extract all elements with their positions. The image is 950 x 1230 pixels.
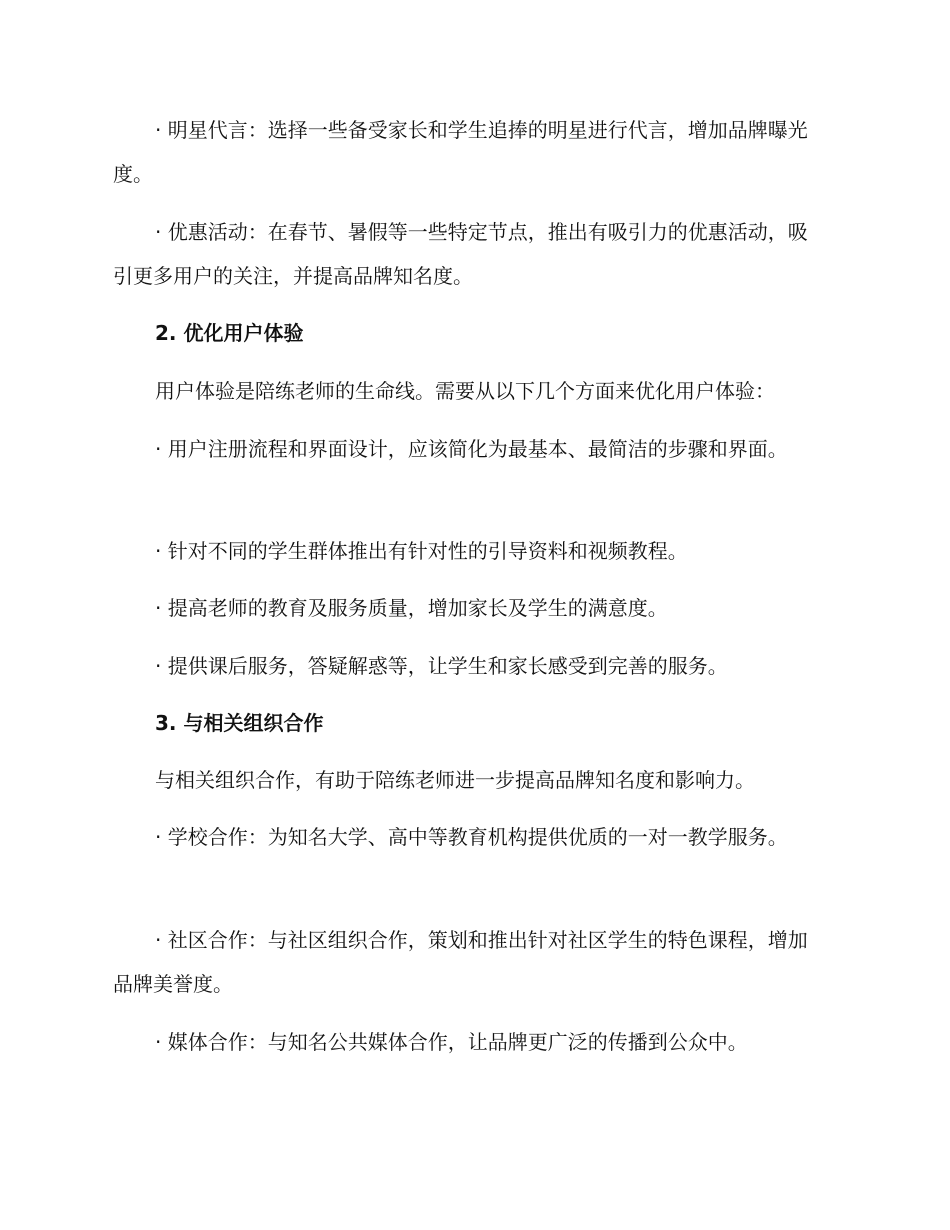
bullet-teaching-quality: · 提高老师的教育及服务质量，增加家长及学生的满意度。 [155, 596, 668, 620]
section-heading-partnerships: 3. 与相关组织合作 [155, 711, 324, 735]
bullet-after-class-service: · 提供课后服务，答疑解惑等，让学生和家长感受到完善的服务。 [155, 654, 728, 678]
bullet-targeted-guides: · 针对不同的学生群体推出有针对性的引导资料和视频教程。 [155, 539, 688, 563]
bullet-media-cooperation: · 媒体合作：与知名公共媒体合作，让品牌更广泛的传播到公众中。 [155, 1030, 748, 1054]
bullet-school-cooperation: · 学校合作：为知名大学、高中等教育机构提供优质的一对一教学服务。 [155, 825, 788, 849]
bullet-registration-design: · 用户注册流程和界面设计，应该简化为最基本、最简洁的步骤和界面。 [155, 437, 788, 461]
paragraph-partnerships-intro: 与相关组织合作，有助于陪练老师进一步提高品牌知名度和影响力。 [155, 768, 755, 792]
section-heading-optimize-experience: 2. 优化用户体验 [155, 321, 304, 345]
bullet-celebrity-endorsement: · 明星代言：选择一些备受家长和学生追捧的明星进行代言，增加品牌曝光度。 [113, 118, 808, 186]
paragraph-experience-intro: 用户体验是陪练老师的生命线。需要从以下几个方面来优化用户体验： [155, 379, 775, 403]
bullet-community-cooperation: · 社区合作：与社区组织合作，策划和推出针对社区学生的特色课程，增加品牌美誉度。 [113, 928, 808, 996]
bullet-promotions: · 优惠活动：在春节、暑假等一些特定节点，推出有吸引力的优惠活动，吸引更多用户的关注，并提高品牌知名度。 [113, 220, 808, 288]
